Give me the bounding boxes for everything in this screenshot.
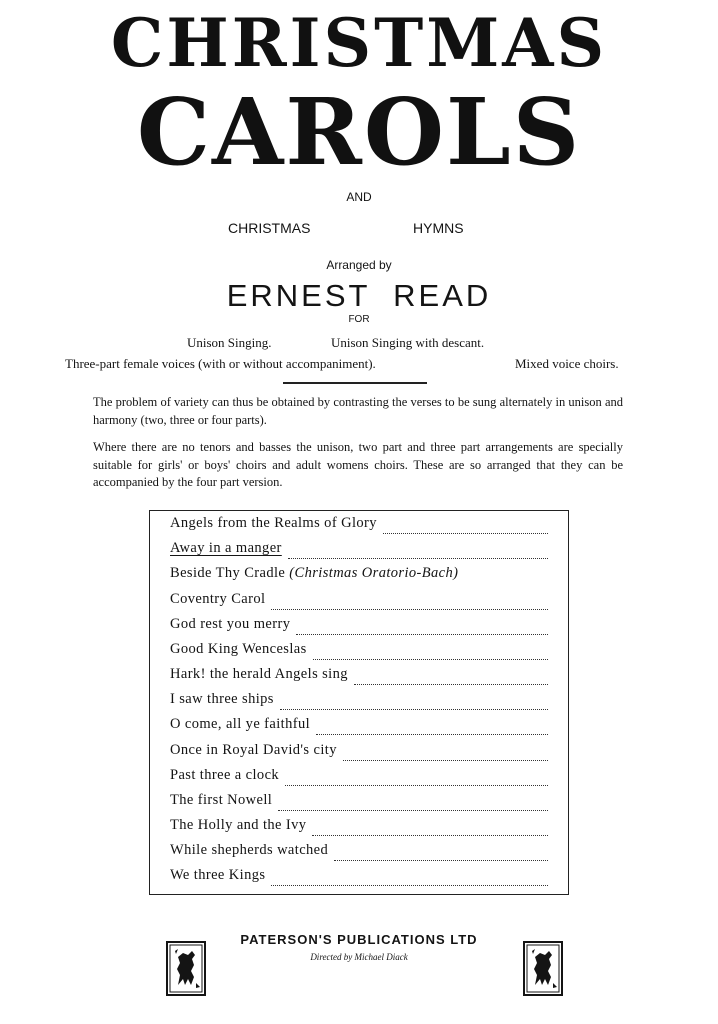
- carol-item: [170, 591, 548, 616]
- carol-item: [170, 842, 548, 867]
- carol-item: [170, 540, 548, 565]
- carol-title: Hark! the herald Angels sing: [170, 666, 348, 682]
- carol-title: Once in Royal David's city: [170, 742, 337, 758]
- carol-item: [170, 792, 548, 817]
- carol-title: The first Nowell: [170, 792, 273, 808]
- intro-paragraph-1: The problem of variety can thus be obtained by contrasting the verses to be sung alternately in unison and harmony (two, three or four parts).: [93, 395, 623, 427]
- carol-title: I saw three ships: [170, 691, 274, 707]
- carol-item: [170, 817, 548, 842]
- carol-title: Past three a clock: [170, 767, 280, 783]
- title-line-2: CAROLS: [136, 78, 582, 186]
- leader-dots: [316, 724, 548, 735]
- carol-title: God rest you merry: [170, 616, 291, 632]
- leader-dots: [383, 523, 548, 534]
- carol-item: [170, 742, 548, 767]
- voicing-unison-descant: Unison Singing with descant.: [331, 335, 485, 350]
- carol-title: Away in a manger: [170, 540, 282, 556]
- carol-item: [170, 666, 548, 691]
- voicing-three-part: Three-part female voices (with or without accompaniment).: [65, 356, 376, 371]
- for-text: FOR: [348, 314, 370, 325]
- composer-name: ERNEST READ: [226, 278, 492, 313]
- carol-item: [170, 565, 548, 590]
- leader-dots: [278, 800, 548, 811]
- subtitle-hymns: HYMNS: [413, 220, 464, 236]
- carol-item: [170, 641, 548, 666]
- divider: [283, 382, 427, 384]
- leader-dots: [313, 649, 548, 660]
- subtitle-christmas: CHRISTMAS: [228, 220, 311, 236]
- carol-item: [170, 867, 548, 892]
- lion-crest-icon: [523, 941, 563, 996]
- intro-paragraph-2: Where there are no tenors and basses the unison, two part and three part arrangements are specially suitable for girls' or boys' choirs and adult womens choirs. These are so arranged that they can be accompanied by the four part version.: [93, 440, 623, 489]
- leader-dots: [354, 674, 548, 685]
- carol-item: [170, 767, 548, 792]
- leader-dots: [271, 599, 548, 610]
- carol-title: While shepherds watched: [170, 842, 329, 858]
- carol-title: Beside Thy Cradle: [170, 565, 290, 581]
- carol-title: Coventry Carol: [170, 591, 266, 607]
- leader-dots: [288, 548, 548, 559]
- leader-dots: [280, 699, 548, 710]
- carol-item: [170, 515, 548, 540]
- carol-title: O come, all ye faithful: [170, 716, 311, 732]
- publisher-director: Directed by Michael Diack: [310, 952, 408, 962]
- arranged-by-text: Arranged by: [326, 258, 392, 272]
- carol-title: We three Kings: [170, 867, 266, 883]
- carol-title: Good King Wenceslas: [170, 641, 307, 657]
- and-text: AND: [346, 190, 372, 204]
- publisher-name: PATERSON'S PUBLICATIONS LTD: [240, 932, 478, 947]
- leader-dots: [296, 624, 548, 635]
- carol-item: [170, 616, 548, 641]
- voicing-mixed: Mixed voice choirs.: [515, 356, 619, 371]
- voicing-unison: Unison Singing.: [187, 335, 272, 350]
- title-line-1: CHRISTMAS: [110, 4, 608, 82]
- leader-dots: [312, 825, 548, 836]
- leader-dots: [334, 850, 548, 861]
- carol-note: (Christmas Oratorio-Bach): [289, 565, 459, 581]
- carol-item: [170, 716, 548, 741]
- leader-dots: [285, 775, 548, 786]
- leader-dots: [271, 875, 548, 886]
- carol-title: The Holly and the Ivy: [170, 817, 307, 833]
- carol-title: Angels from the Realms of Glory: [170, 515, 377, 531]
- carol-item: [170, 691, 548, 716]
- contents-box: [149, 510, 569, 895]
- leader-dots: [343, 750, 548, 761]
- lion-crest-icon: [166, 941, 206, 996]
